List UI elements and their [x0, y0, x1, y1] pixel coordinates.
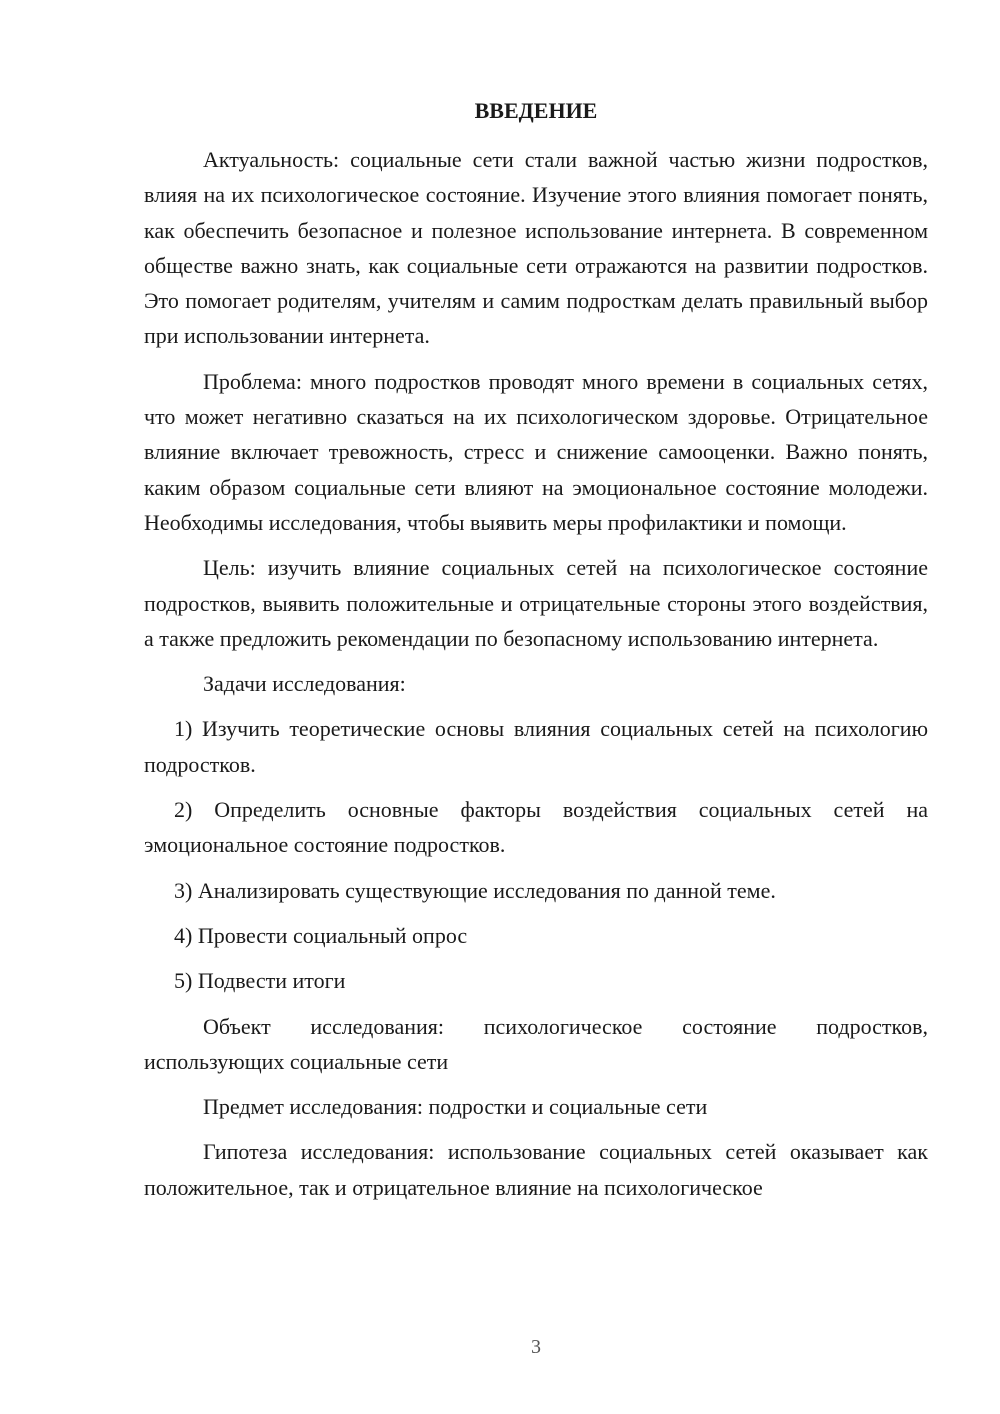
- task-item: 5) Подвести итоги: [174, 968, 346, 994]
- paragraph-problem: Проблема: много подростков проводят много времени в социальных сетях, что может негативно сказаться на их психологическом здоровье. Отрицательное влияние включает тревожность, стресс и снижение самооценки. Важно понять, каким образом социальные сети влияют на эмоциональное состояние молодежи. Необходимы исследования, чтобы выявить меры профилактики и помощи.: [144, 368, 928, 535]
- task-item: 3) Анализировать существующие исследования по данной теме.: [174, 877, 776, 903]
- task-item: 1) Изучить теоретические основы влияния социальных сетей на психологию подростков.: [144, 716, 928, 777]
- page-heading: ВВЕДЕНИЕ: [474, 98, 598, 123]
- page-number: 3: [531, 1336, 541, 1358]
- paragraph-goal: Цель: изучить влияние социальных сетей на психологическое состояние подростков, выявить положительные и отрицательные стороны этого воздействия, а также предложить рекомендации по безопасному использованию интернета.: [144, 555, 928, 651]
- paragraph-hypothesis: Гипотеза исследования: использование социальных сетей оказывает как положительное, так и отрицательное влияние на психологическое: [144, 1139, 928, 1200]
- document-body: [144, 142, 928, 1215]
- paragraph-subject: Предмет исследования: подростки и социальные сети: [203, 1094, 708, 1120]
- task-item: 2) Определить основные факторы воздействия социальных сетей на эмоциональное состояние подростков.: [144, 797, 928, 858]
- paragraph-relevance: Актуальность: социальные сети стали важной частью жизни подростков, влияя на их психологическое состояние. Изучение этого влияния помогает понять, как обеспечить безопасное и полезное использование интернета. В современном обществе важно знать, как социальные сети отражаются на развитии подростков. Это помогает родителям, учителям и самим подросткам делать правильный выбор при использовании интернета.: [144, 147, 928, 349]
- paragraph-object: Объект исследования: психологическое состояние подростков, использующих социальные сети: [144, 1013, 928, 1074]
- tasks-heading: Задачи исследования:: [203, 671, 406, 697]
- task-item: 4) Провести социальный опрос: [174, 922, 468, 948]
